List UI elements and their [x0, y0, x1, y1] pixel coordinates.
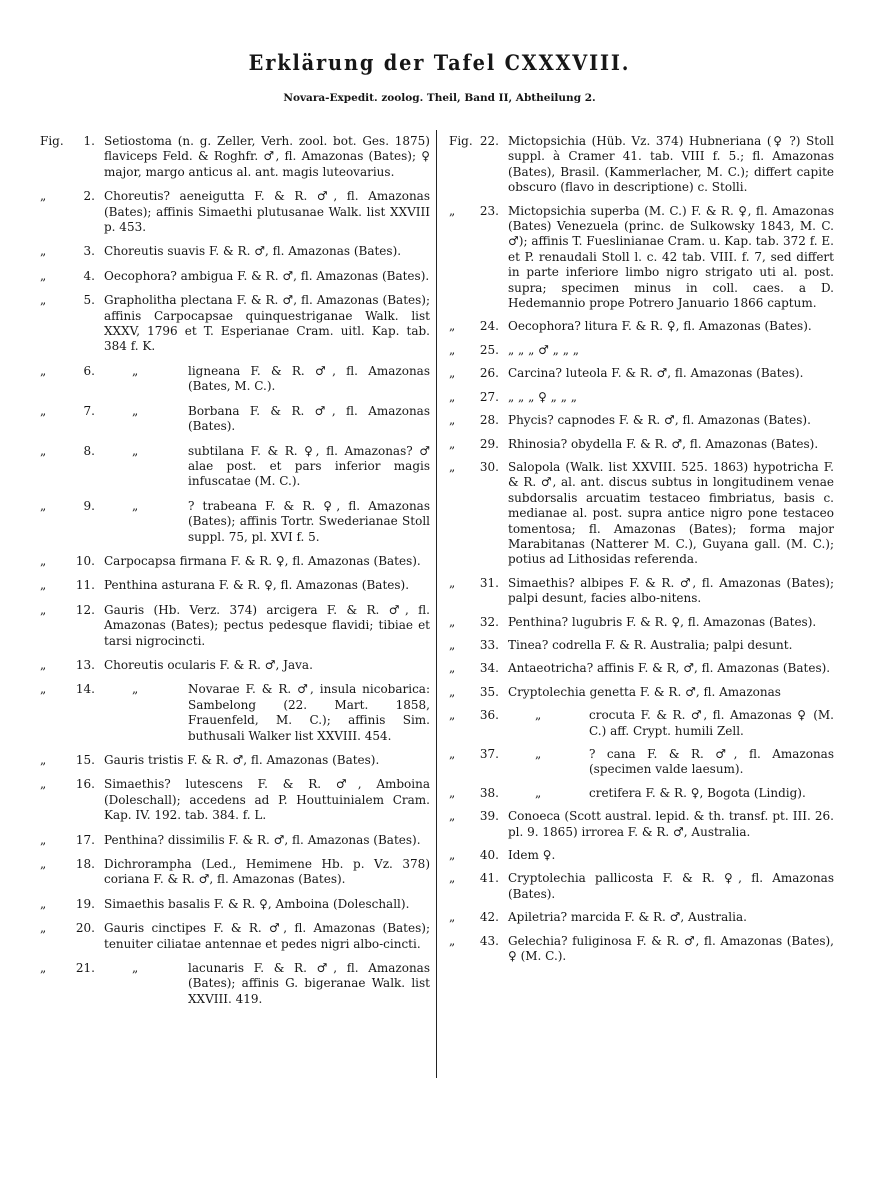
- figure-label: „: [449, 933, 456, 948]
- figure-description: Carcina? luteola F. & R. ♂, fl. Amazonas (Bates).: [508, 366, 804, 381]
- figure-label: „: [449, 203, 456, 218]
- ditto-mark: „: [132, 443, 139, 458]
- figure-entry: [449, 460, 834, 568]
- figure-entry: [449, 871, 834, 902]
- figure-label: „: [40, 921, 47, 936]
- figure-label: „: [40, 961, 47, 976]
- figure-number: 19.: [75, 896, 95, 911]
- figure-description: „ „ „ ♂ „ „ „: [508, 342, 579, 357]
- figure-number: 23.: [479, 203, 499, 218]
- figure-description: Choreutis? aeneigutta F. & R. ♂, fl. Amazonas (Bates); affinis Simaethi plutusanae Walk. list XXVIII p. 453.: [104, 189, 430, 235]
- figure-description: Gelechia? fuliginosa F. & R. ♂, fl. Amazonas (Bates), ♀ (M. C.).: [508, 933, 834, 964]
- figure-label: „: [449, 809, 456, 824]
- figure-number: 21.: [75, 961, 95, 976]
- figure-entry: [40, 658, 430, 673]
- figure-description: Cryptolechia genetta F. & R. ♂, fl. Amazonas: [508, 684, 781, 699]
- figure-entry: [40, 244, 430, 259]
- figure-description: „ „ „ ♀ „ „ „: [508, 389, 577, 404]
- figure-entry: [449, 366, 834, 381]
- figure-label: „: [449, 413, 456, 428]
- figure-entry: [40, 921, 430, 952]
- ditto-mark: „: [535, 785, 542, 800]
- figure-label: Fig.: [449, 134, 473, 148]
- figure-description: cretifera F. & R. ♀, Bogota (Lindig).: [589, 785, 806, 800]
- figure-description: Gauris (Hb. Verz. 374) arcigera F. & R. ♂, fl. Amazonas (Bates); pectus pedesque flavidi; tibiae et tarsi nigrocincti.: [104, 602, 430, 648]
- figure-description: Choreutis suavis F. & R. ♂, fl. Amazonas (Bates).: [104, 244, 402, 259]
- figure-number: 42.: [479, 910, 499, 925]
- figure-number: 13.: [75, 657, 95, 672]
- figure-label: „: [40, 403, 47, 418]
- figure-entry: [40, 404, 430, 435]
- figure-number: 6.: [83, 363, 95, 378]
- figure-label: „: [449, 785, 456, 800]
- figure-description: Salopola (Walk. list XXVIII. 525. 1863) hypotricha F. & R. ♂, al. ant. discus subtus in longitudinem venae subdorsalis arcuatim testaceo fimbriatus, basis c. medianae al. post. supra antice nigro pone testaceo tomentosa; fl. Amazonas (Bates); forma major Marabitanas (Natterer M. C.), Guyana gall. (M. C.); potius ad Lithosidas referenda.: [508, 459, 834, 567]
- figure-description: Simaethis? albipes F. & R. ♂, fl. Amazonas (Bates); palpi desunt, facies albo-nitens.: [508, 575, 834, 606]
- figure-label: „: [40, 443, 47, 458]
- figure-number: 40.: [479, 848, 499, 863]
- figure-number: 15.: [75, 753, 95, 767]
- figure-number: 4.: [83, 268, 95, 283]
- page-subtitle: Novara-Expedit. zoolog. Theil, Band II, Abtheilung 2.: [283, 92, 596, 104]
- figure-description: Penthina? dissimilis F. & R. ♂, fl. Amazonas (Bates).: [104, 832, 421, 847]
- figure-entry: [40, 134, 430, 180]
- figure-entry: [449, 809, 834, 840]
- figure-number: 14.: [75, 682, 95, 697]
- figure-number: 18.: [75, 857, 95, 872]
- figure-entry: [40, 603, 430, 649]
- figure-label: „: [40, 293, 47, 308]
- figure-description: Choreutis ocularis F. & R. ♂, Java.: [104, 657, 313, 672]
- figure-description: Apiletria? marcida F. & R. ♂, Australia.: [508, 910, 747, 925]
- figure-label: „: [449, 366, 456, 381]
- figure-label: „: [449, 389, 456, 404]
- figure-number: 1.: [83, 134, 95, 148]
- figure-description: Penthina asturana F. & R. ♀, fl. Amazonas (Bates).: [104, 578, 410, 593]
- figure-number: 20.: [75, 921, 95, 936]
- figure-description: Simaethis basalis F. & R. ♀, Amboina (Doleschall).: [104, 896, 410, 911]
- figure-number: 7.: [83, 403, 95, 418]
- figure-description: Borbana F. & R. ♂, fl. Amazonas (Bates).: [188, 403, 430, 434]
- figure-number: 24.: [479, 319, 499, 334]
- figure-description: Simaethis? lutescens F. & R. ♂, Amboina (Doleschall); accedens ad P. Houttuinialem Cram. Kap. IV. 192. tab. 384. f. L.: [104, 777, 430, 823]
- figure-number: 39.: [479, 809, 499, 824]
- figure-number: 26.: [479, 366, 499, 381]
- figure-number: 2.: [83, 189, 95, 204]
- figure-number: 10.: [75, 553, 95, 568]
- figure-description: Antaeotricha? affinis F. & R, ♂, fl. Amazonas (Bates).: [508, 661, 831, 676]
- figure-entry: [449, 661, 834, 676]
- figure-label: „: [40, 857, 47, 872]
- figure-number: 3.: [83, 244, 95, 259]
- figure-description: Carpocapsa firmana F. & R. ♀, fl. Amazonas (Bates).: [104, 553, 421, 568]
- figure-label: „: [40, 682, 47, 697]
- figure-description: Novarae F. & R. ♂, insula nicobarica: Sambelong (22. Mart. 1858, Frauenfeld, M. C.); affinis Sim. buthusali Walker list XXVIII. 454.: [188, 682, 430, 743]
- figure-label: „: [40, 657, 47, 672]
- figure-description: Gauris tristis F. & R. ♂, fl. Amazonas (Bates).: [104, 753, 380, 767]
- figure-entry: [449, 615, 834, 630]
- figure-number: 5.: [83, 293, 95, 308]
- figure-description: subtilana F. & R. ♀, fl. Amazonas? ♂ alae post. et pars inferior magis infuscatae (M. C.).: [188, 443, 430, 489]
- ditto-mark: „: [535, 708, 542, 723]
- figure-description: Conoeca (Scott austral. lepid. & th. transf. pt. III. 26. pl. 9. 1865) irrorea F. & R. ♂, Australia.: [508, 809, 834, 839]
- figure-number: 25.: [479, 342, 499, 357]
- figure-entry: [40, 857, 430, 888]
- figure-number: 12.: [75, 602, 95, 617]
- ditto-mark: „: [132, 682, 139, 697]
- figure-entry: [449, 848, 834, 863]
- figure-entry: [40, 189, 430, 235]
- figure-entry: [449, 747, 834, 778]
- figure-description: ? trabeana F. & R. ♀, fl. Amazonas (Bates); affinis Tortr. Swederianae Stoll suppl. 75, pl. XVI f. 5.: [188, 498, 430, 544]
- figure-label: „: [449, 848, 456, 863]
- figure-label: „: [449, 747, 456, 761]
- figure-description: Penthina? lugubris F. & R. ♀, fl. Amazonas (Bates).: [508, 614, 817, 629]
- figure-entry: [449, 134, 834, 196]
- figure-label: „: [40, 498, 47, 513]
- figure-label: „: [40, 832, 47, 847]
- figure-entry: [40, 499, 430, 545]
- figure-description: Setiostoma (n. g. Zeller, Verh. zool. bot. Ges. 1875) flaviceps Feld. & Roghfr. ♂, fl. Amazonas (Bates); ♀ major, margo anticus al. ant. magis luteovarius.: [104, 134, 430, 179]
- figure-number: 27.: [479, 389, 499, 404]
- ditto-mark: „: [132, 498, 139, 513]
- figure-entry: [449, 204, 834, 312]
- figure-label: „: [449, 342, 456, 357]
- figure-number: 16.: [75, 777, 95, 792]
- figure-number: 9.: [83, 498, 95, 513]
- figure-label: „: [40, 363, 47, 378]
- figure-number: 33.: [479, 637, 499, 652]
- figure-number: 36.: [479, 708, 499, 723]
- figure-number: 31.: [479, 575, 499, 590]
- figure-number: 35.: [479, 684, 499, 699]
- figure-entry: [40, 269, 430, 284]
- figure-number: 29.: [479, 436, 499, 451]
- figure-label: „: [449, 661, 456, 676]
- right-column: [449, 134, 834, 972]
- figure-entry: [449, 390, 834, 405]
- figure-number: 28.: [479, 413, 499, 428]
- figure-description: ? cana F. & R. ♂, fl. Amazonas (specimen valde laesum).: [589, 747, 834, 777]
- figure-entry: [40, 753, 430, 768]
- figure-label: „: [40, 268, 47, 283]
- figure-label: „: [449, 684, 456, 699]
- ditto-mark: „: [132, 961, 139, 976]
- figure-number: 41.: [479, 871, 499, 886]
- figure-entry: [449, 685, 834, 700]
- figure-number: 34.: [479, 661, 499, 676]
- figure-label: „: [449, 871, 456, 886]
- figure-number: 32.: [479, 614, 499, 629]
- figure-entry: [449, 786, 834, 801]
- figure-number: 43.: [479, 933, 499, 948]
- figure-entry: [40, 682, 430, 744]
- figure-entry: [449, 638, 834, 653]
- figure-description: Grapholitha plectana F. & R. ♂, fl. Amazonas (Bates); affinis Carpocapsae quinquestriganae Walk. list XXXV, 1796 et T. Esperianae Cram. uitl. Kap. tab. 384 f. K.: [104, 293, 430, 354]
- figure-number: 22.: [479, 134, 499, 148]
- figure-label: „: [449, 614, 456, 629]
- page-title: Erklärung der Tafel CXXXVIII.: [248, 50, 631, 75]
- figure-label: „: [40, 244, 47, 259]
- left-column: [40, 134, 430, 1016]
- figure-description: Idem ♀.: [508, 848, 556, 863]
- figure-entry: [449, 437, 834, 452]
- figure-description: Oecophora? ambigua F. & R. ♂, fl. Amazonas (Bates).: [104, 268, 430, 283]
- figure-label: „: [40, 578, 47, 593]
- figure-entry: [449, 413, 834, 428]
- figure-number: 37.: [479, 747, 499, 761]
- figure-label: „: [40, 602, 47, 617]
- figure-description: Mictopsichia superba (M. C.) F. & R. ♀, fl. Amazonas (Bates) Venezuela (princ. de Sulkowsky 1843, M. C. ♂); affinis T. Fueslinianae Cram. u. Kap. tab. 372 f. E. et P. renaudali Stoll l. c. 42 tab. VIII. f. 7, sed differt in parte inferiore limbo nigro strigato uti al. post. supra; specimen minus in coll. caes. a D. Hedemannio prope Potrero Januario 1866 captum.: [508, 203, 834, 311]
- figure-entry: [449, 319, 834, 334]
- figure-entry: [40, 444, 430, 490]
- figure-entry: [449, 934, 834, 965]
- figure-description: Cryptolechia pallicosta F. & R. ♀, fl. Amazonas (Bates).: [508, 871, 834, 901]
- figure-label: „: [40, 753, 47, 767]
- figure-entry: [40, 554, 430, 569]
- figure-label: „: [40, 896, 47, 911]
- figure-number: 38.: [479, 785, 499, 800]
- figure-entry: [449, 343, 834, 358]
- figure-label: „: [449, 436, 456, 451]
- figure-entry: [40, 897, 430, 912]
- figure-description: Phycis? capnodes F. & R. ♂, fl. Amazonas (Bates).: [508, 413, 811, 428]
- figure-description: crocuta F. & R. ♂, fl. Amazonas ♀ (M. C.) aff. Crypt. humili Zell.: [589, 708, 834, 738]
- figure-entry: [40, 777, 430, 823]
- figure-number: 17.: [75, 832, 95, 847]
- figure-label: „: [449, 910, 456, 925]
- figure-label: „: [40, 189, 47, 204]
- figure-entry: [40, 961, 430, 1007]
- figure-description: Dichrorampha (Led., Hemimene Hb. p. Vz. 378) coriana F. & R. ♂, fl. Amazonas (Bates).: [104, 857, 430, 887]
- figure-entry: [449, 910, 834, 925]
- figure-number: 8.: [83, 443, 95, 458]
- figure-entry: [449, 708, 834, 739]
- figure-entry: [40, 833, 430, 848]
- figure-label: „: [40, 553, 47, 568]
- figure-number: 30.: [479, 459, 499, 474]
- figure-description: lacunaris F. & R. ♂, fl. Amazonas (Bates); affinis G. bigeranae Walk. list XXVIII. 419.: [188, 961, 430, 1006]
- figure-entry: [449, 576, 834, 607]
- figure-label: „: [449, 708, 456, 723]
- figure-number: 11.: [75, 578, 95, 593]
- ditto-mark: „: [132, 403, 139, 418]
- figure-description: Mictopsichia (Hüb. Vz. 374) Hubneriana (♀ ?) Stoll suppl. à Cramer 41. tab. VIII f. 5.; fl. Amazonas (Bates), Brasil. (Kammerlacher, M. C.); differt capite obscuro (flavo in descriptione) c. Stolli.: [508, 134, 834, 195]
- figure-entry: [40, 578, 430, 593]
- figure-label: „: [449, 637, 456, 652]
- figure-label: „: [449, 575, 456, 590]
- figure-entry: [40, 364, 430, 395]
- figure-label: „: [40, 777, 47, 792]
- figure-description: Tinea? codrella F. & R. Australia; palpi desunt.: [508, 637, 793, 652]
- figure-label: „: [449, 459, 456, 474]
- column-divider: [436, 130, 437, 1078]
- figure-description: Oecophora? litura F. & R. ♀, fl. Amazonas (Bates).: [508, 319, 812, 334]
- figure-description: ligneana F. & R. ♂, fl. Amazonas (Bates, M. C.).: [188, 363, 430, 394]
- figure-label: „: [449, 319, 456, 334]
- figure-description: Rhinosia? obydella F. & R. ♂, fl. Amazonas (Bates).: [508, 436, 819, 451]
- figure-description: Gauris cinctipes F. & R. ♂, fl. Amazonas (Bates); tenuiter ciliatae antennae et pedes nigri albo-cincti.: [104, 921, 430, 951]
- ditto-mark: „: [535, 747, 542, 761]
- ditto-mark: „: [132, 363, 139, 378]
- figure-label: Fig.: [40, 134, 64, 148]
- figure-entry: [40, 293, 430, 355]
